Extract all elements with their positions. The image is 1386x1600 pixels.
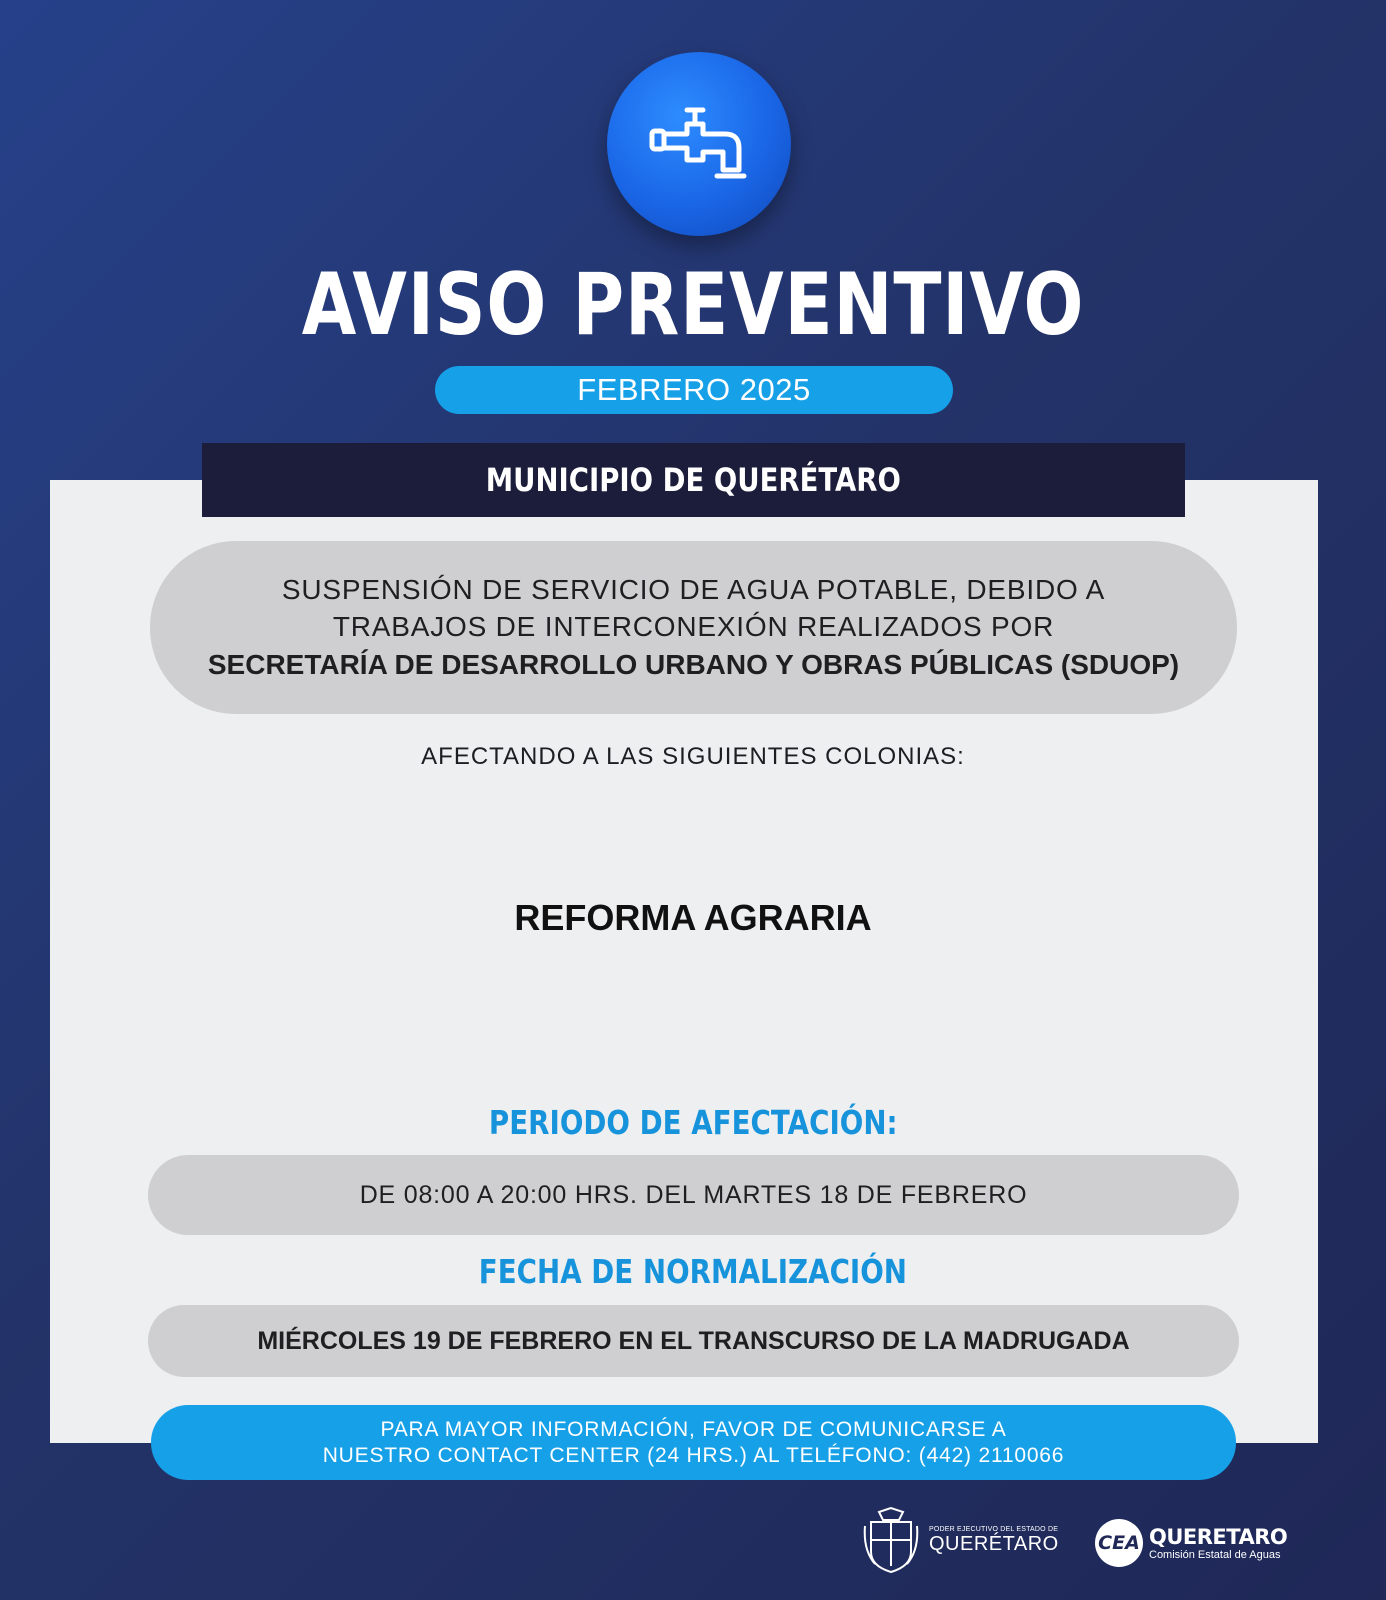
- municipality-label: MUNICIPIO DE QUERÉTARO: [485, 461, 902, 499]
- colonia-item: REFORMA AGRARIA: [514, 897, 872, 938]
- page-title: AVISO PREVENTIVO: [301, 255, 1085, 355]
- notice-line-2: TRABAJOS DE INTERCONEXIÓN REALIZADOS POR: [332, 610, 1055, 642]
- municipality-bar: [202, 443, 1185, 517]
- normalization-value: MIÉRCOLES 19 DE FEBRERO EN EL TRANSCURSO DE LA MADRUGADA: [148, 1305, 1239, 1377]
- cea-subtitle: Comisión Estatal de Aguas: [1149, 1549, 1281, 1561]
- water-faucet-icon: [649, 104, 749, 184]
- contact-line-1: PARA MAYOR INFORMACIÓN, FAVOR DE COMUNICARSE A: [380, 1417, 1007, 1441]
- affecting-label: AFECTANDO A LAS SIGUIENTES COLONIAS:: [421, 743, 965, 770]
- period-value: DE 08:00 A 20:00 HRS. DEL MARTES 18 DE FEBRERO: [148, 1155, 1239, 1235]
- gob-small-text: PODER EJECUTIVO DEL ESTADO DE: [929, 1526, 1059, 1533]
- cea-logo-icon: CEA: [1095, 1519, 1143, 1567]
- period-heading: [0, 1103, 1386, 1142]
- contact-info: [151, 1405, 1236, 1480]
- gob-big-text: QUERÉTARO: [929, 1533, 1059, 1555]
- state-government-logo: [863, 1505, 1059, 1577]
- faucet-badge: [607, 52, 791, 236]
- normalization-heading: [0, 1252, 1386, 1291]
- cea-name: QUERETARO: [1149, 1525, 1288, 1549]
- period-heading-text: PERIODO DE AFECTACIÓN:: [488, 1103, 898, 1142]
- date-badge: FEBRERO 2025: [435, 366, 953, 414]
- cea-logo: [1095, 1515, 1287, 1571]
- notice-line-1: SUSPENSIÓN DE SERVICIO DE AGUA POTABLE, DEBIDO A: [281, 573, 1106, 605]
- notice-agency: SECRETARÍA DE DESARROLLO URBANO Y OBRAS PÚBLICAS (SDUOP): [207, 648, 1180, 680]
- contact-line-2: NUESTRO CONTACT CENTER (24 HRS.) AL TELÉFONO: (442) 2110066: [322, 1443, 1065, 1467]
- notice-box: [150, 541, 1237, 714]
- normalization-heading-text: FECHA DE NORMALIZACIÓN: [478, 1252, 908, 1291]
- state-coat-of-arms-icon: [863, 1506, 919, 1576]
